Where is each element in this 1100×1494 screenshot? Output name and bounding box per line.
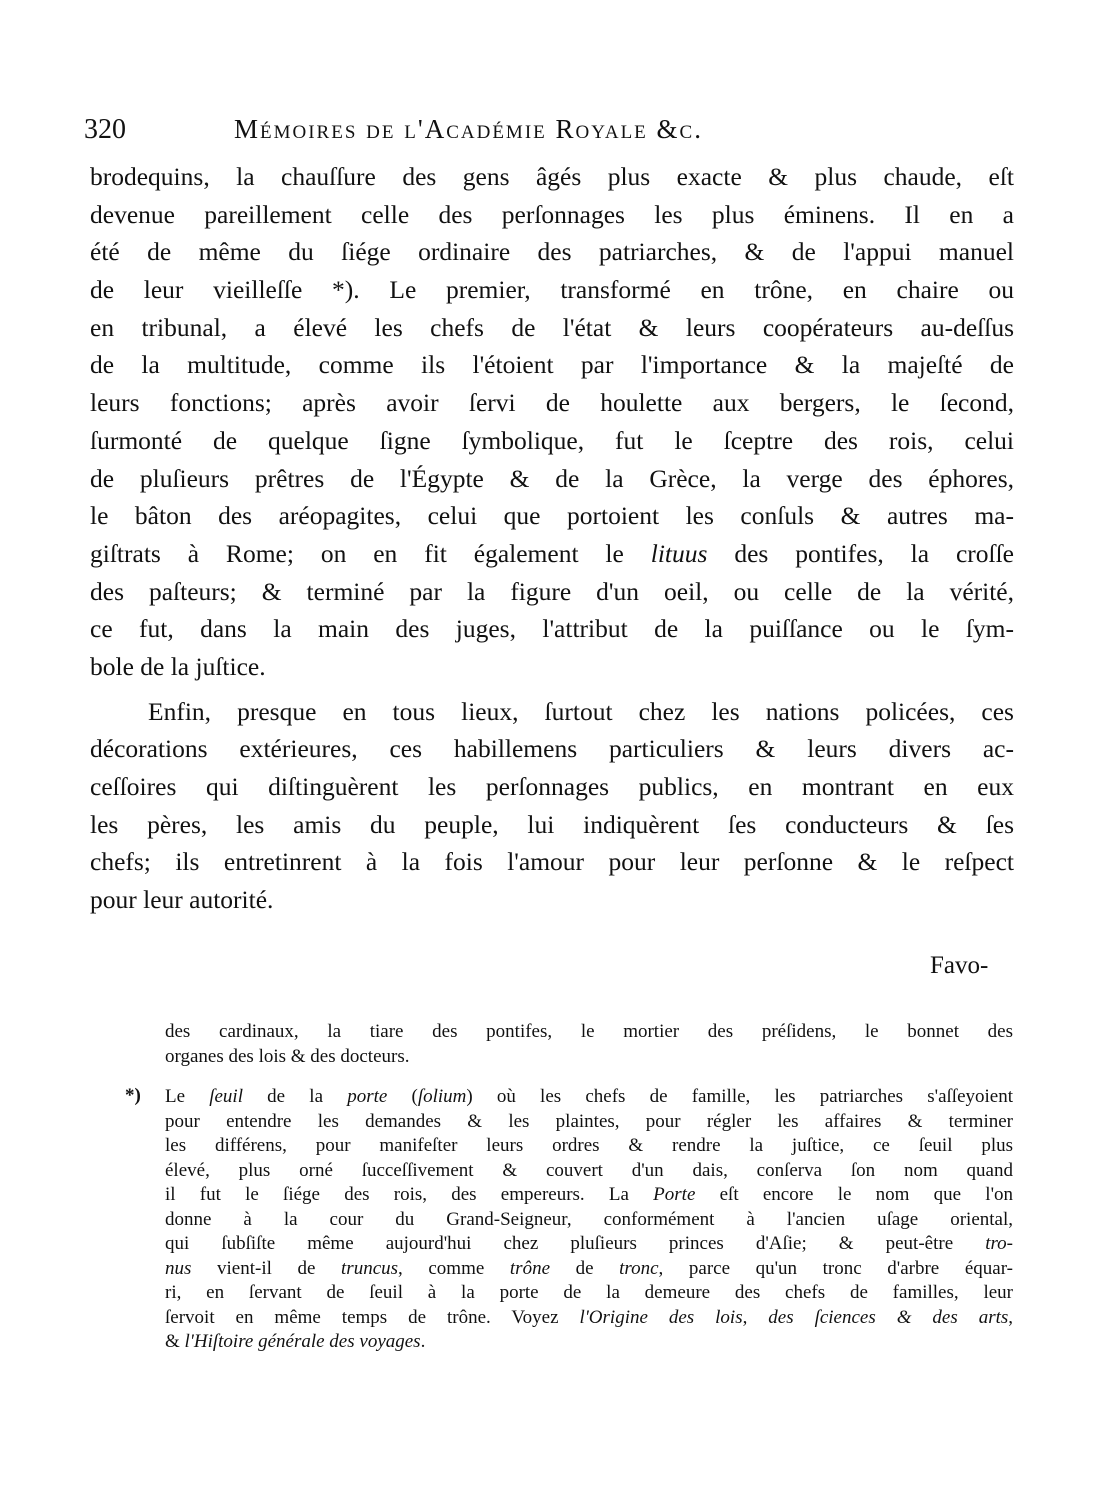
italic-text: truncus [341,1257,399,1279]
main-text [90,158,1014,919]
text-line: ce fut, dans la main des juges, l'attribut de la puiſſance ou le ſym- [90,614,1014,644]
footnote-line: ri, en ſervant de ſeuil à la porte de la demeure des chefs de familles, leur [165,1282,1013,1303]
running-title: Mémoires de l'Académie Royale &c. [234,114,703,144]
text-line: de leur vieilleſſe *). Le premier, transformé en trône, en chaire ou [90,275,1014,305]
paragraph-1 [90,158,1014,686]
footnote-line: il fut le ſiége des rois, des empereurs. La Porte eſt encore le nom que l'on [165,1184,1013,1205]
text-line: les pères, les amis du peuple, lui indiquèrent ſes conducteurs & ſes [90,809,1014,839]
italic-text: lituus [650,538,708,568]
footnote-continuation [165,1020,1013,1069]
italic-text: tro- [985,1233,1013,1254]
text-line: ſurmonté de quelque ſigne ſymbolique, fut le ſceptre des rois, celui [90,425,1014,455]
text-line: des paſteurs; & terminé par la figure d'un oeil, ou celle de la vérité, [90,576,1014,606]
italic-text: porte [347,1086,388,1107]
italic-text: l'Origine des lois [579,1306,743,1328]
italic-text: ſeuil [209,1086,243,1107]
footnote-line: ſervoit en même temps de trône. Voyez l'Origine des lois, des ſciences & des arts, [165,1306,1014,1328]
footnote-line: & l'Hiſtoire générale des voyages. [165,1331,426,1352]
italic-text: tronc [619,1257,659,1279]
footnote [125,1085,1014,1355]
text-line: devenue pareillement celle des perſonnages les plus éminens. Il en a [90,199,1014,229]
italic-text: nus [165,1257,192,1279]
text-line: leurs fonctions; après avoir ſervi de houlette aux bergers, le ſecond, [90,388,1014,418]
paragraph-2 [90,693,1014,919]
text-line: le bâton des aréopagites, celui que portoient les conſuls & autres ma- [90,501,1014,531]
footnote-line: élevé, plus orné ſucceſſivement & couvert d'un dais, conſerva ſon nom quand [165,1159,1013,1181]
page-number: 320 [84,114,126,145]
italic-text: trône [509,1257,550,1279]
footnote-line: donne à la cour du Grand-Seigneur, conformément à l'ancien uſage oriental, [165,1208,1013,1230]
text-line: Enfin, presque en tous lieux, ſurtout chez les nations policées, ces [148,696,1014,726]
catchword: Favo- [930,952,989,979]
footnote-line: pour entendre les demandes & les plaintes, pour régler les affaires & terminer [165,1110,1013,1132]
text-line: de la multitude, comme ils l'étoient par l'importance & la majeſté de [90,350,1014,380]
text-line: décorations extérieures, ces habillemens particuliers & leurs divers ac- [90,734,1014,764]
text-line: brodequins, la chauſſure des gens âgés plus exacte & plus chaude, eſt [90,162,1014,191]
text-line: été de même du ſiége ordinaire des patriarches, & de l'appui manuel [90,237,1014,267]
text-line: pour leur autorité. [90,885,274,915]
footnote-line: qui ſubſiſte même aujourd'hui chez pluſieurs princes d'Aſie; & peut-être tro- [165,1233,1013,1254]
footnote-line: Le ſeuil de la porte (ſolium) où les chefs de famille, les patriarches s'aſſeyoient [165,1086,1013,1107]
italic-text: Porte [653,1184,696,1205]
footnote-line: les différens, pour manifeſter leurs ordres & rendre la juſtice, ce ſeuil plus [165,1135,1013,1156]
text-line: en tribunal, a élevé les chefs de l'état & leurs coopérateurs au-deſſus [90,312,1014,342]
text-line: giſtrats à Rome; on en fit également le lituus des pontifes, la croſſe [90,538,1014,568]
footnotes [125,1020,1014,1355]
text-line: bole de la juſtice. [90,651,266,681]
footnote-line: nus vient-il de truncus, comme trône de tronc, parce qu'un tronc d'arbre équar- [165,1257,1013,1279]
text-line: ceſſoires qui diſtinguèrent les perſonnages publics, en montrant en eux [90,772,1014,801]
footnote-body [165,1085,1013,1355]
footnote-line: organes des lois & des docteurs. [165,1045,410,1067]
italic-text: l'Hiſtoire générale des voyages [184,1331,421,1352]
page-header [84,114,884,154]
text-line: chefs; ils entretinrent à la fois l'amour pour leur perſonne & le reſpect [90,847,1014,877]
footnote-marker: *) [125,1085,141,1106]
footnote-line: des cardinaux, la tiare des pontifes, le mortier des préſidens, le bonnet des [165,1021,1013,1042]
italic-text: des ſciences & des arts [768,1306,1009,1328]
italic-text: ſolium [417,1086,467,1107]
text-line: de pluſieurs prêtres de l'Égypte & de la Grèce, la verge des éphores, [90,463,1014,493]
